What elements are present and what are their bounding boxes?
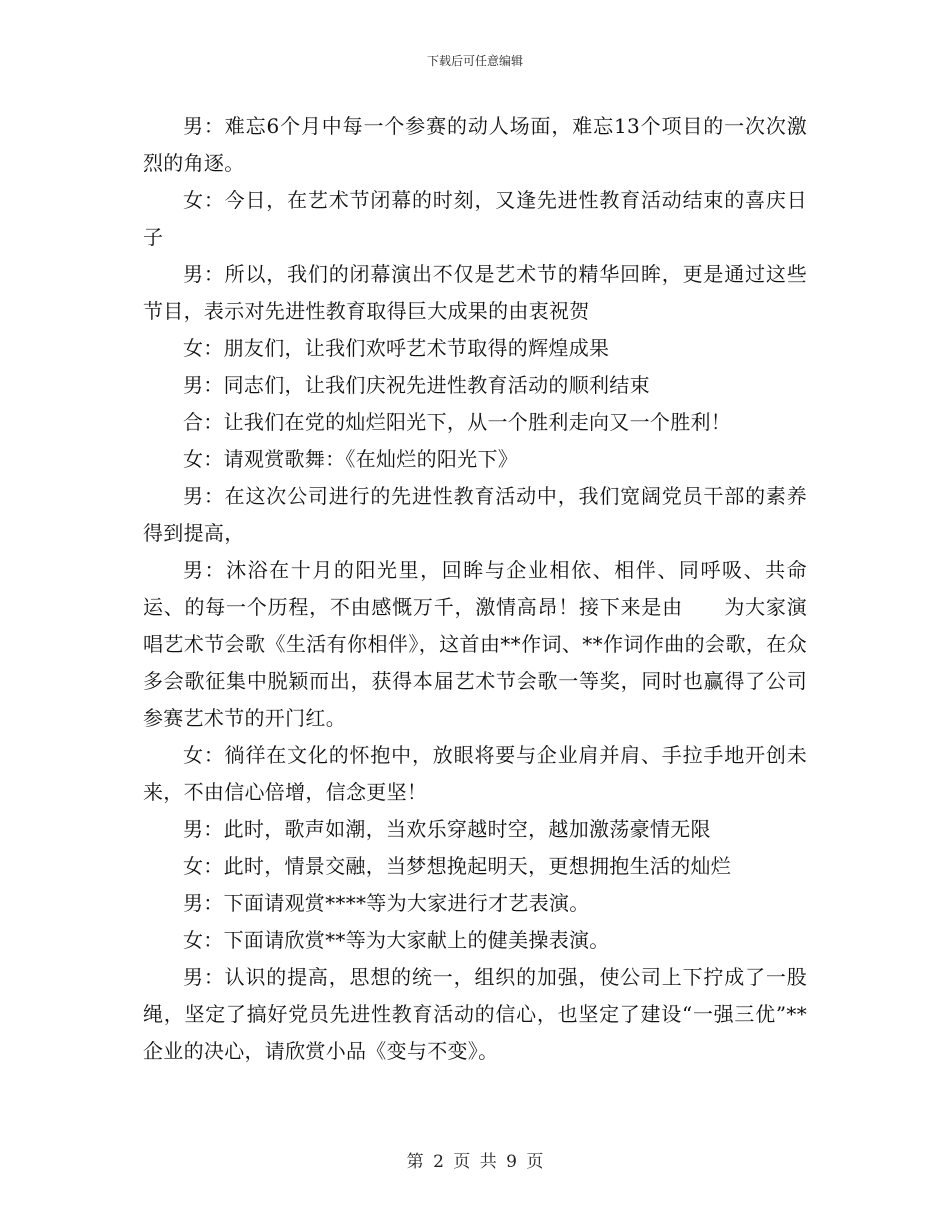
paragraph: 男：此时，歌声如潮，当欢乐穿越时空，越加激荡豪情无限 xyxy=(183,817,711,841)
page-number-footer: 第 2 页 共 9 页 xyxy=(406,1152,544,1172)
paragraph: 女：朋友们，让我们欢呼艺术节取得的辉煌成果 xyxy=(183,336,610,360)
paragraph: 女：此时，情景交融，当梦想挽起明天，更想拥抱生活的灿烂 xyxy=(183,854,732,878)
document-body xyxy=(143,108,807,1070)
paragraph: 男：所以，我们的闭幕演出不仅是艺术节的精华回眸，更是通过这些节目，表示对先进性教育取得巨大成果的由衷祝贺 xyxy=(143,262,807,323)
paragraph: 男：认识的提高，思想的统一，组织的加强，使公司上下拧成了一股绳，坚定了搞好党员先进性教育活动的信心，也坚定了建设“一强三优”**企业的决心，请欣赏小品《变与不变》。 xyxy=(143,965,807,1063)
paragraph: 男：在这次公司进行的先进性教育活动中，我们宽阔党员干部的素养得到提高， xyxy=(143,484,807,545)
page-header: 下载后可任意编辑 xyxy=(426,54,523,68)
paragraph: 女：请观赏歌舞：《在灿烂的阳光下》 xyxy=(183,447,519,471)
paragraph: 男：同志们，让我们庆祝先进性教育活动的顺利结束 xyxy=(183,373,650,397)
paragraph: 男：沐浴在十月的阳光里，回眸与企业相依、相伴、同呼吸、共命运、的每一个历程，不由感慨万千，激情高昂！接下来是由 为大家演唱艺术节会歌《生活有你相伴》，这首由**作词、**作词作曲的会歌，在众多会歌征集中脱颖而出，获得本届艺术节会歌一等奖，同时也赢得了公司参赛艺术节的开门红。 xyxy=(143,558,807,730)
paragraph: 女：下面请欣赏**等为大家献上的健美操表演。 xyxy=(183,928,610,952)
paragraph: 男：难忘6个月中每一个参赛的动人场面，难忘13个项目的一次次激烈的角逐。 xyxy=(143,114,807,175)
paragraph: 合：让我们在党的灿烂阳光下，从一个胜利走向又一个胜利！ xyxy=(183,410,732,434)
paragraph: 女：今日，在艺术节闭幕的时刻，又逢先进性教育活动结束的喜庆日子 xyxy=(143,188,807,249)
paragraph: 男：下面请观赏****等为大家进行才艺表演。 xyxy=(183,891,590,915)
paragraph: 女：徜徉在文化的怀抱中，放眼将要与企业肩并肩、手拉手地开创未来，不由信心倍增，信念更坚！ xyxy=(143,743,807,804)
